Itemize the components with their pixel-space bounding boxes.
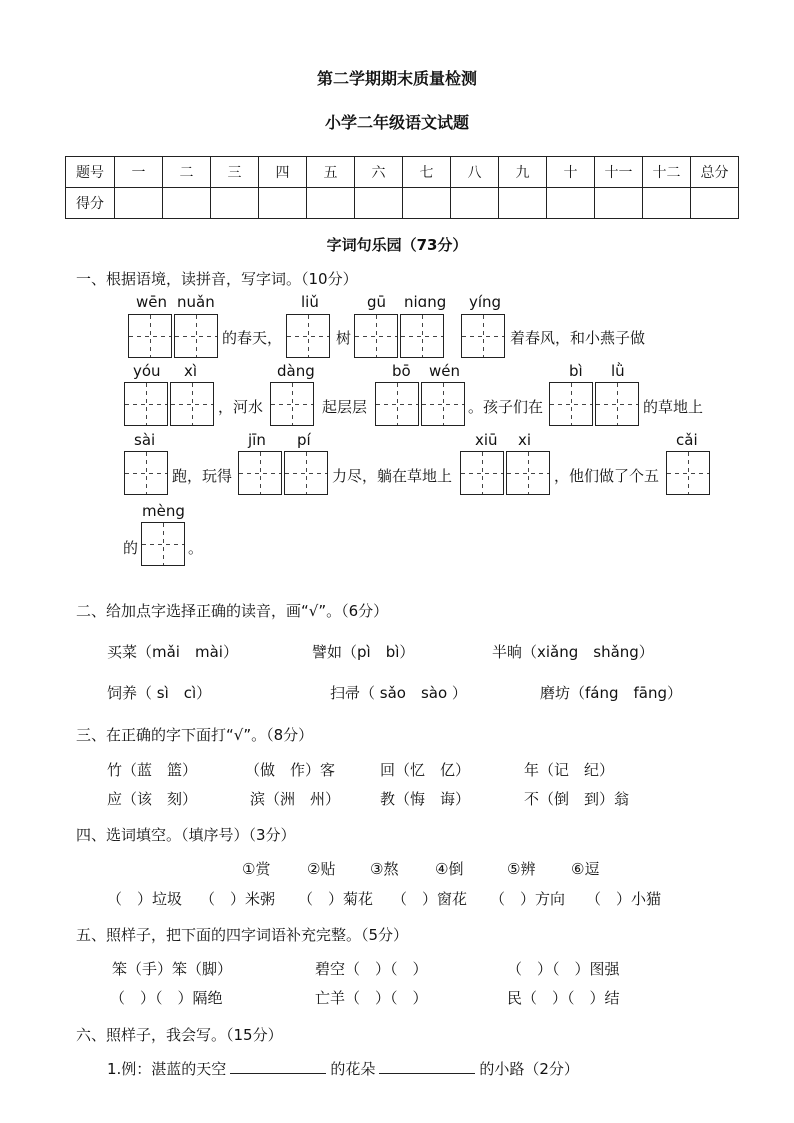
q3-heading: 三、在正确的字下面打“√”。（8分）: [76, 726, 314, 744]
q2-item[interactable]: 扫帚（ sǎo sào ）: [330, 684, 467, 702]
score-input-cell[interactable]: [691, 188, 739, 219]
q3-item[interactable]: 竹（蓝 篮）: [107, 761, 198, 779]
score-input-cell[interactable]: [259, 188, 307, 219]
q1-text: 力尽，躺在草地上: [332, 467, 453, 485]
score-header-cell: 题号: [66, 157, 115, 188]
q1-text: ，他们做了个五: [554, 467, 660, 485]
pinyin: jīn: [248, 431, 266, 449]
q4-option: ②贴: [307, 860, 336, 878]
score-input-cell[interactable]: [115, 188, 163, 219]
answer-blank[interactable]: [230, 1073, 326, 1074]
writing-grid[interactable]: [141, 522, 185, 566]
score-header-cell: 总分: [691, 157, 739, 188]
q2-item[interactable]: 譬如（pì bì）: [312, 643, 415, 661]
q4-option: ③熬: [370, 860, 399, 878]
q2-item[interactable]: 买菜（mǎi mài）: [107, 643, 238, 661]
writing-grid[interactable]: [284, 451, 328, 495]
q6-heading: 六、照样子，我会写。（15分）: [76, 1026, 283, 1044]
writing-grid[interactable]: [124, 451, 168, 495]
q2-heading: 二、给加点字选择正确的读音，画“√”。（6分）: [76, 602, 389, 620]
score-table: [65, 156, 739, 219]
q1-text: 着春风，和小燕子做: [510, 329, 646, 347]
pinyin: niɑng: [404, 293, 447, 311]
score-table-score-row: [66, 188, 739, 219]
q4-option: ①赏: [242, 860, 271, 878]
q3-item[interactable]: 年（记 纪）: [524, 761, 615, 779]
page-subtitle: 小学二年级语文试题: [324, 113, 469, 132]
q1-text: 的: [123, 539, 139, 557]
q4-blank[interactable]: （ ）垃圾: [107, 890, 183, 908]
writing-grid[interactable]: [270, 382, 314, 426]
q1-text: 跑，玩得: [172, 467, 233, 485]
score-header-cell: 五: [307, 157, 355, 188]
q5-item[interactable]: 亡羊（ ）（ ）: [315, 989, 428, 1007]
q3-item[interactable]: 回（忆 亿）: [380, 761, 471, 779]
pinyin: xi: [518, 431, 532, 449]
q1-heading: 一、根据语境，读拼音，写字词。（10分）: [76, 270, 358, 288]
writing-grid[interactable]: [400, 314, 444, 358]
pinyin: nuǎn: [177, 293, 215, 311]
score-header-cell: 三: [211, 157, 259, 188]
writing-grid[interactable]: [286, 314, 330, 358]
q3-item[interactable]: （做 作）客: [245, 761, 336, 779]
q3-item[interactable]: 应（该 刻）: [107, 790, 198, 808]
q6-prefix: 1.例：湛蓝的天空: [107, 1060, 227, 1078]
q1-text: 树: [336, 329, 352, 347]
part-title: 字词句乐园（73分）: [326, 236, 468, 254]
score-input-cell[interactable]: [451, 188, 499, 219]
score-header-cell: 七: [403, 157, 451, 188]
writing-grid[interactable]: [354, 314, 398, 358]
writing-grid[interactable]: [174, 314, 218, 358]
q5-item: 笨（手）笨（脚）: [112, 960, 233, 978]
q4-blank[interactable]: （ ）小猫: [586, 890, 662, 908]
score-header-cell: 六: [355, 157, 403, 188]
score-input-cell[interactable]: [499, 188, 547, 219]
q4-blank[interactable]: （ ）方向: [490, 890, 566, 908]
score-row-label: 得分: [66, 188, 115, 219]
score-header-cell: 九: [499, 157, 547, 188]
q1-text: ，河水: [218, 398, 264, 416]
score-table-header-row: [66, 157, 739, 188]
score-input-cell[interactable]: [307, 188, 355, 219]
score-input-cell[interactable]: [211, 188, 259, 219]
q4-heading: 四、选词填空。（填序号）（3分）: [76, 826, 296, 844]
q2-item[interactable]: 半晌（xiǎng shǎng）: [492, 643, 654, 661]
score-header-cell: 一: [115, 157, 163, 188]
pinyin: yóu: [133, 362, 161, 380]
q6-mid: 的花朵: [330, 1060, 376, 1078]
q5-item[interactable]: 碧空（ ）（ ）: [315, 960, 428, 978]
q2-item[interactable]: 饲养（ sì cì）: [107, 684, 212, 702]
q4-blank[interactable]: （ ）窗花: [392, 890, 468, 908]
score-input-cell[interactable]: [643, 188, 691, 219]
score-input-cell[interactable]: [547, 188, 595, 219]
pinyin: gū: [367, 293, 387, 311]
pinyin: cǎi: [676, 431, 698, 449]
q4-option: ⑤辨: [507, 860, 536, 878]
pinyin: lǜ: [611, 362, 625, 380]
writing-grid[interactable]: [238, 451, 282, 495]
pinyin: mèng: [142, 502, 185, 520]
pinyin: xiū: [475, 431, 498, 449]
writing-grid[interactable]: [506, 451, 550, 495]
writing-grid[interactable]: [666, 451, 710, 495]
q5-item[interactable]: 民（ ）（ ）结: [507, 989, 620, 1007]
q1-text: 的春天，: [222, 329, 283, 347]
q6-suffix: 的小路（2分）: [479, 1060, 579, 1078]
answer-blank[interactable]: [379, 1073, 475, 1074]
writing-grid[interactable]: [549, 382, 593, 426]
score-header-cell: 十一: [595, 157, 643, 188]
writing-grid[interactable]: [128, 314, 172, 358]
q6-line1: [107, 1058, 579, 1079]
pinyin: wēn: [136, 293, 168, 311]
score-header-cell: 二: [163, 157, 211, 188]
q4-option: ⑥逗: [571, 860, 600, 878]
score-input-cell[interactable]: [355, 188, 403, 219]
score-input-cell[interactable]: [163, 188, 211, 219]
q5-item[interactable]: （ ）（ ）图强: [507, 960, 620, 978]
q4-blank[interactable]: （ ）菊花: [298, 890, 374, 908]
q3-item[interactable]: 滨（洲 州）: [250, 790, 341, 808]
pinyin: wén: [429, 362, 461, 380]
writing-grid[interactable]: [460, 451, 504, 495]
pinyin: sài: [134, 431, 156, 449]
q1-text: 的草地上: [643, 398, 704, 416]
q1-text: 起层层: [322, 398, 368, 416]
page-title: 第二学期期末质量检测: [316, 69, 477, 88]
score-input-cell[interactable]: [403, 188, 451, 219]
pinyin: yíng: [469, 293, 502, 311]
score-input-cell[interactable]: [595, 188, 643, 219]
q5-item[interactable]: （ ）（ ）隔绝: [110, 989, 223, 1007]
writing-grid[interactable]: [595, 382, 639, 426]
pinyin: bō: [392, 362, 411, 380]
pinyin: dàng: [277, 362, 315, 380]
q4-blank[interactable]: （ ）米粥: [200, 890, 276, 908]
score-header-cell: 八: [451, 157, 499, 188]
writing-grid[interactable]: [170, 382, 214, 426]
pinyin: pí: [297, 431, 311, 449]
writing-grid[interactable]: [124, 382, 168, 426]
writing-grid[interactable]: [421, 382, 465, 426]
pinyin: bì: [569, 362, 583, 380]
writing-grid[interactable]: [461, 314, 505, 358]
q5-heading: 五、照样子，把下面的四字词语补充完整。（5分）: [76, 926, 409, 944]
pinyin: liǔ: [301, 293, 319, 311]
writing-grid[interactable]: [375, 382, 419, 426]
q1-text: 。: [188, 539, 204, 557]
q2-item[interactable]: 磨坊（fáng fāng）: [540, 684, 683, 702]
q1-text: 。孩子们在: [468, 398, 544, 416]
q3-item[interactable]: 不（倒 到）翁: [524, 790, 630, 808]
q4-option: ④倒: [435, 860, 464, 878]
pinyin: xì: [184, 362, 198, 380]
score-header-cell: 十二: [643, 157, 691, 188]
score-header-cell: 四: [259, 157, 307, 188]
q3-item[interactable]: 教（悔 诲）: [380, 790, 471, 808]
score-header-cell: 十: [547, 157, 595, 188]
